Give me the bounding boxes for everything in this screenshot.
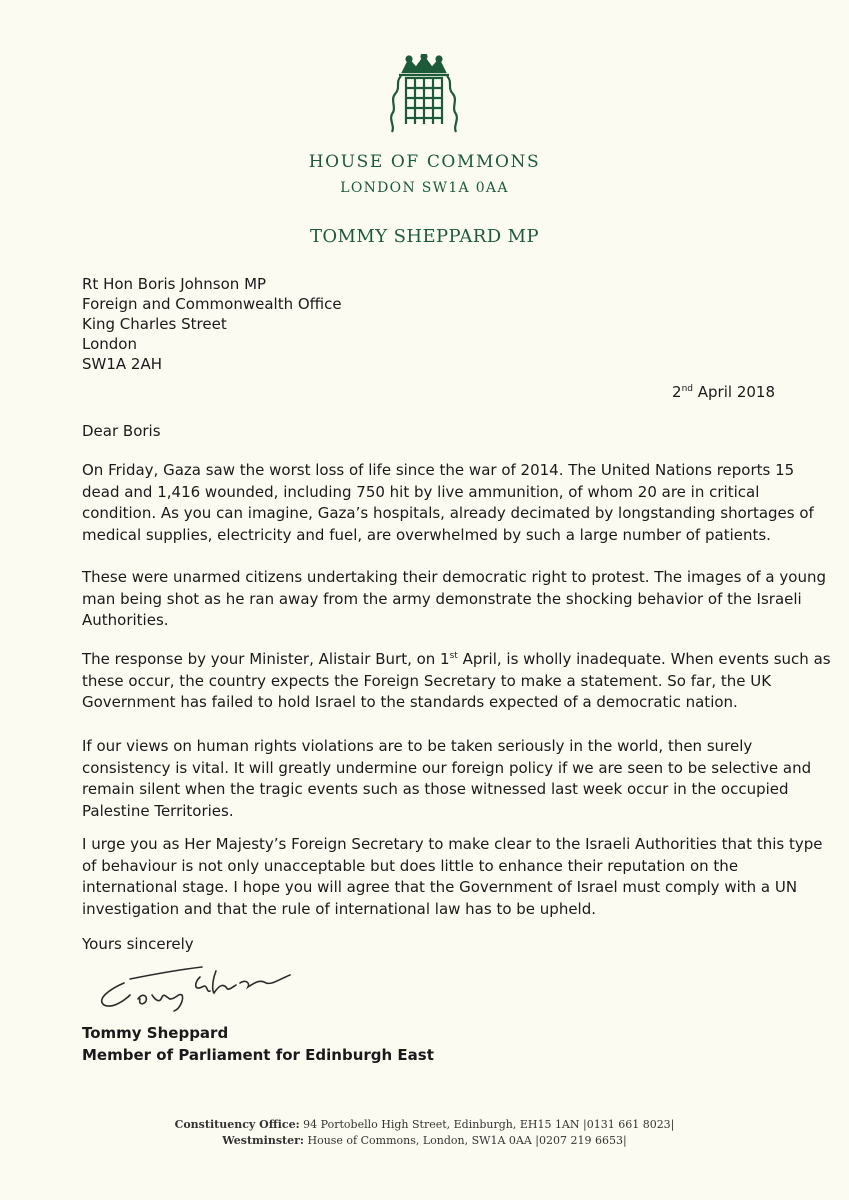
paragraph-line: remain silent when the tragic events such as those witnessed last week occur in the occupied [82,780,789,799]
recipient-line: Foreign and Commonwealth Office [82,295,342,313]
paragraph-line: These were unarmed citizens undertaking their democratic right to protest. The images of a young [82,568,826,586]
recipient-address [82,274,342,374]
paragraph-1 [82,460,814,547]
paragraph-line: Authorities. [82,611,169,630]
paragraph-line: international stage. I hope you will agree that the Government of Israel must comply with a UN [82,878,798,897]
signatory-title: Member of Parliament for Edinburgh East [82,1046,434,1064]
paragraph-line: Government has failed to hold Israel to the standards expected of a democratic nation. [82,693,738,712]
paragraph-line: If our views on human rights violations are to be taken seriously in the world, then surely [82,737,753,755]
house-of-commons-title: HOUSE OF COMMONS [308,152,541,172]
recipient-line: Rt Hon Boris Johnson MP [82,275,267,293]
signatory-name: Tommy Sheppard [82,1024,229,1042]
salutation: Dear Boris [82,422,161,440]
footer-label: Westminster: [222,1134,304,1147]
handwritten-signature-icon [90,965,310,1015]
paragraph-line: man being shot as he ran away from the army demonstrate the shocking behavior of the Israeli [82,589,802,608]
paragraph-text: The response by your Minister, Alistair Burt, on 1 [82,650,450,668]
paragraph-line: these occur, the country expects the Foreign Secretary to make a statement. So far, the UK [82,671,772,690]
date-day: 2 [672,383,682,401]
paragraph-line: On Friday, Gaza saw the worst loss of life since the war of 2014. The United Nations reports 15 [82,461,795,479]
paragraph-line: condition. As you can imagine, Gaza’s hospitals, already decimated by longstanding shortages of [82,504,814,523]
footer-text: House of Commons, London, SW1A 0AA |0207 219 6653| [303,1134,627,1147]
paragraph-text: April, is wholly inadequate. When events such as [457,650,831,668]
paragraph-5 [82,834,823,921]
paragraph-line [82,646,831,671]
paragraph-line: medical supplies, electricity and fuel, are overwhelmed by such a large number of patients. [82,526,771,545]
paragraph-line: investigation and that the rule of international law has to be upheld. [82,900,597,919]
ordinal-suffix: st [449,651,458,661]
footer-constituency [0,1118,849,1131]
paragraph-3 [82,646,831,714]
paragraph-4 [82,736,812,823]
paragraph-line: Palestine Territories. [82,802,234,821]
paragraph-line: consistency is vital. It will greatly undermine our foreign policy if we are seen to be selective and [82,758,812,777]
paragraph-line: of behaviour is not only unacceptable but does little to enhance their reputation on the [82,856,739,875]
paragraph-line: dead and 1,416 wounded, including 750 hit by live ammunition, of whom 20 are in critical [82,482,760,501]
recipient-line: SW1A 2AH [82,355,163,373]
footer-text: 94 Portobello High Street, Edinburgh, EH15 1AN |0131 661 8023| [299,1118,675,1131]
date-rest: April 2018 [693,383,775,401]
portcullis-crest-icon [389,54,459,136]
letter-date [672,383,775,401]
footer-westminster [0,1134,849,1147]
recipient-line: King Charles Street [82,315,227,333]
footer-label: Constituency Office: [174,1118,300,1131]
date-suffix: nd [681,384,693,394]
recipient-line: London [82,335,137,353]
closing: Yours sincerely [82,935,194,953]
house-of-commons-address: LONDON SW1A 0AA [340,180,509,196]
paragraph-2 [82,567,826,632]
mp-name-heading: TOMMY SHEPPARD MP [309,226,539,247]
paragraph-line: I urge you as Her Majesty’s Foreign Secretary to make clear to the Israeli Authorities that this type [82,835,823,853]
